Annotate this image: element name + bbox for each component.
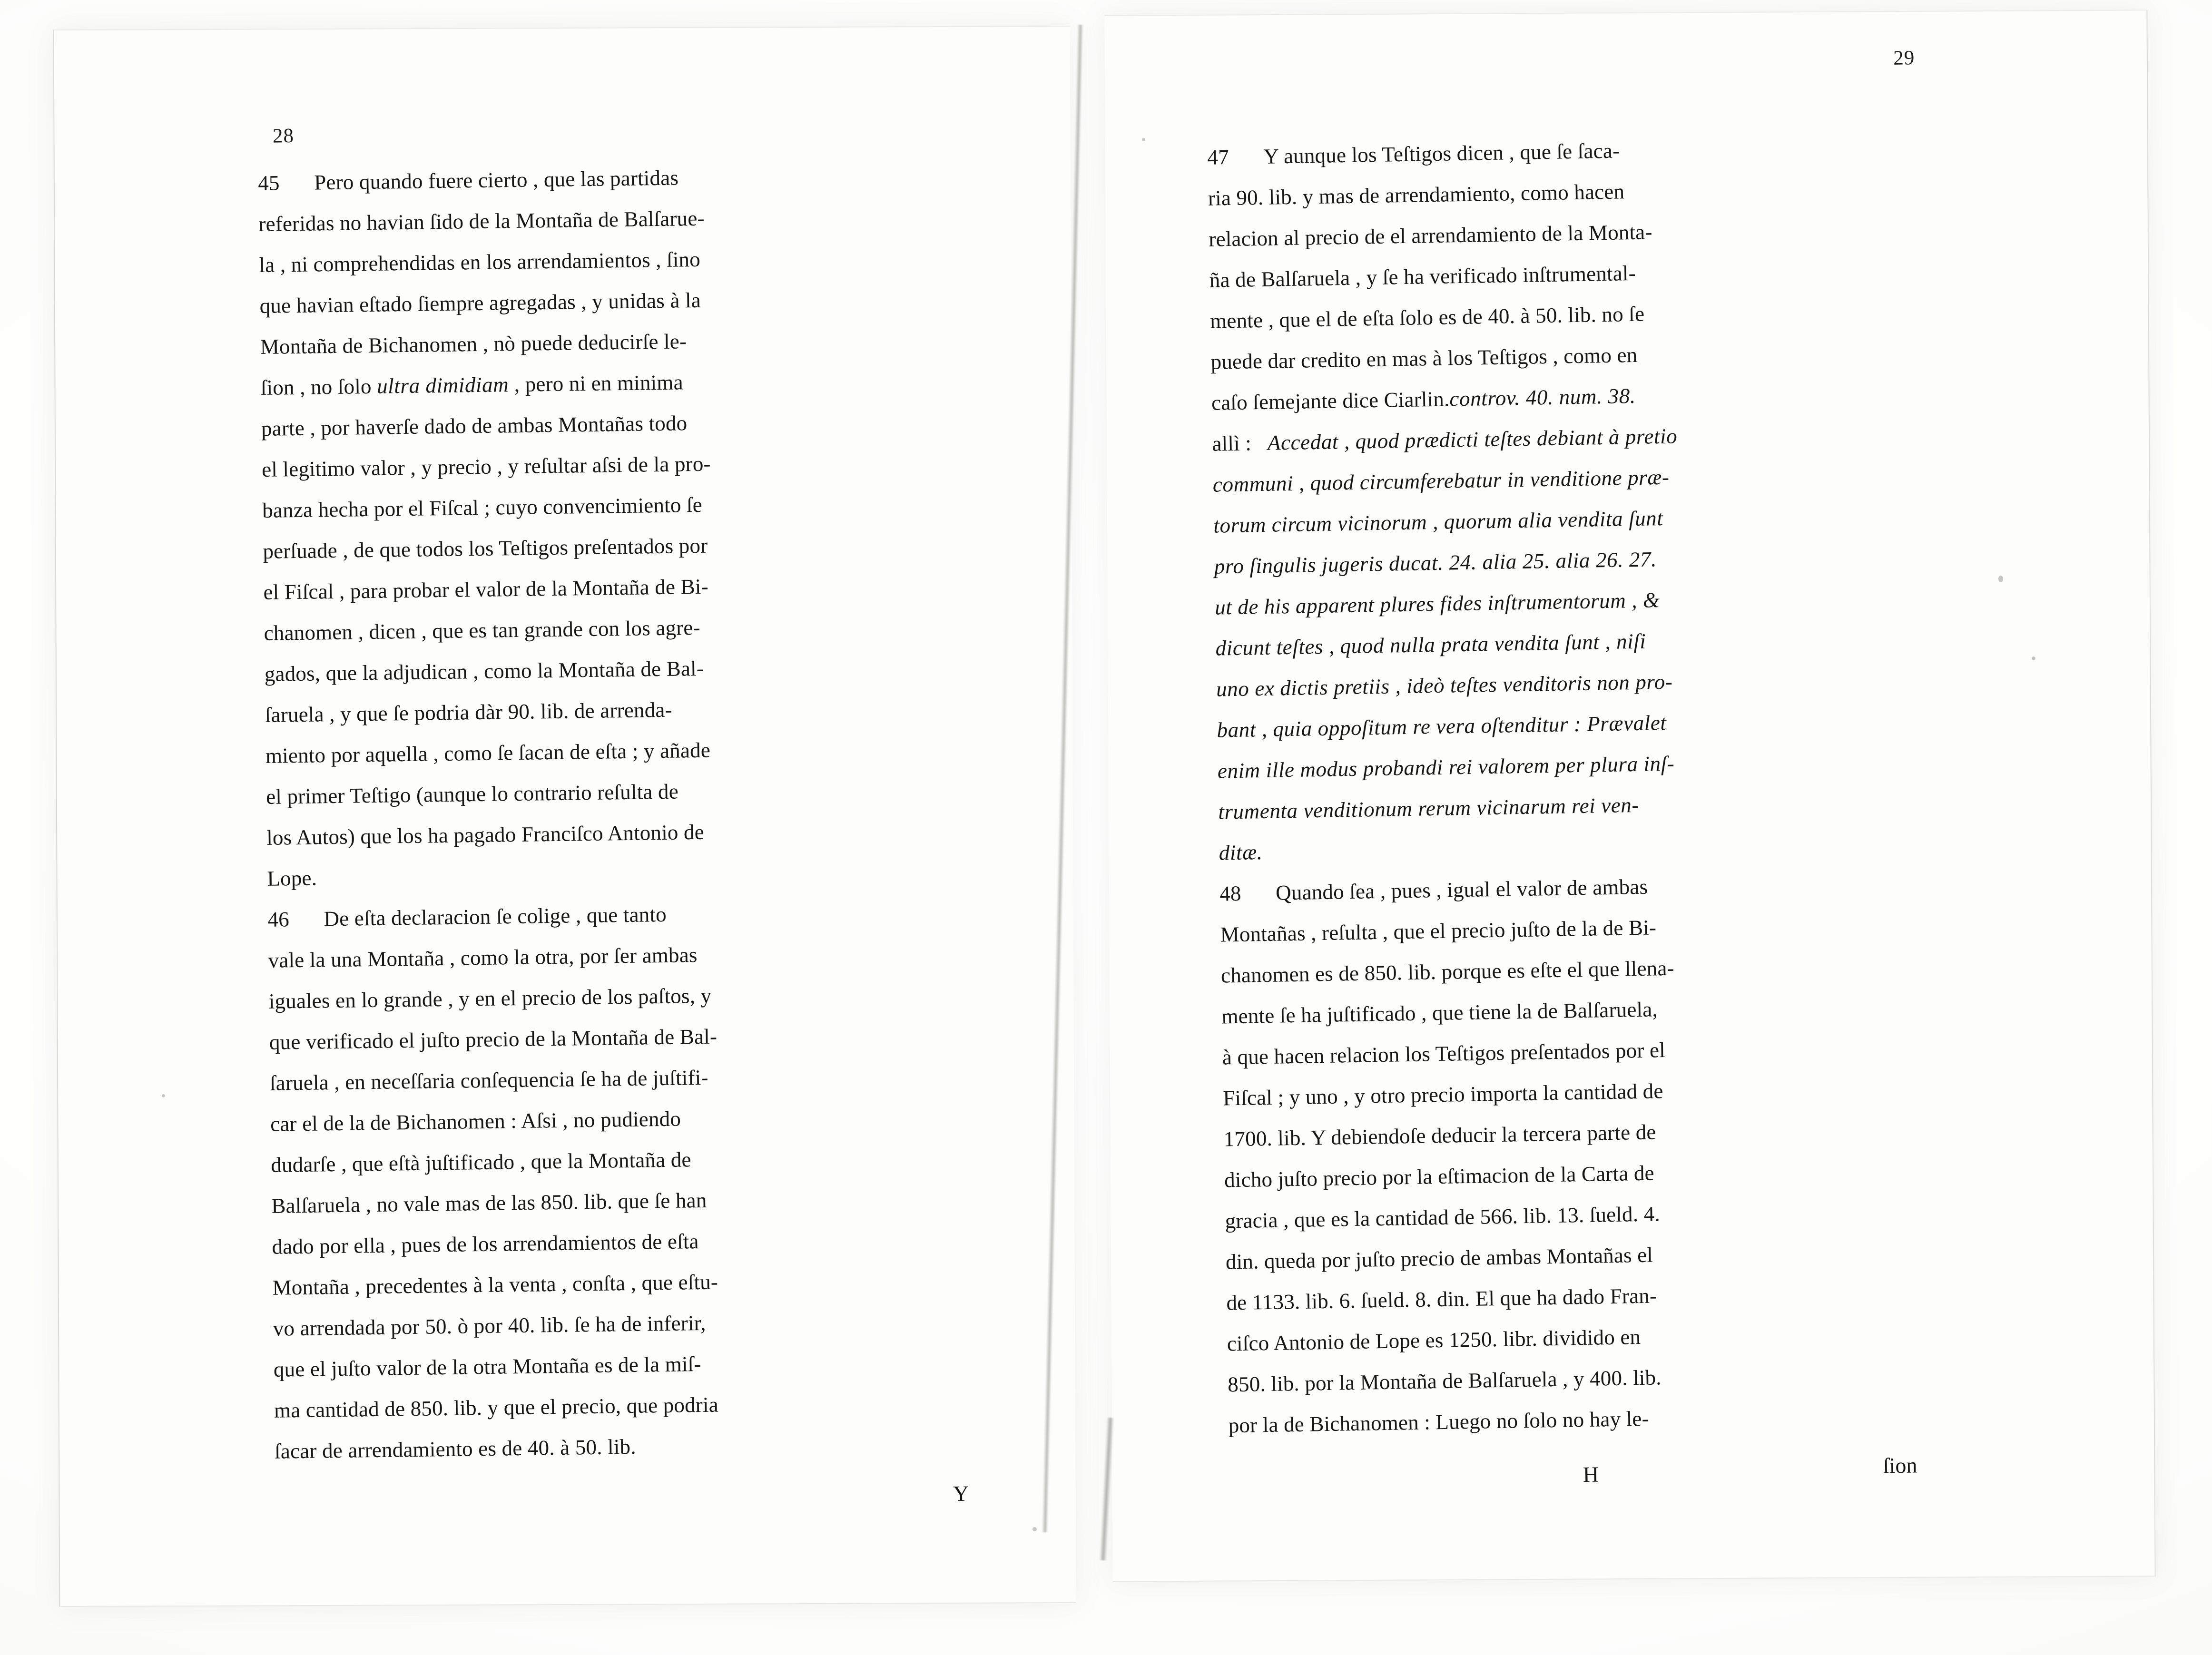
latin-quote-line: ut de his apparent plures fides inſtrumentorum , & [1214, 588, 1660, 619]
paragraph-line: ciſco Antonio de Lope es 1250. libr. dividido en [1227, 1325, 1641, 1356]
paragraph-line: referidas no havian ſido de la Montaña de Balſarue- [258, 206, 705, 236]
line-text: De eſta declaracion ſe colige , que tanto [324, 902, 667, 931]
paragraph-line: que havian eſtado ſiempre agregadas , y unidas à la [259, 288, 701, 318]
latin-quote-line: dicunt teſtes , quod nulla prata vendita ſunt , niſi [1215, 629, 1646, 660]
paragraph-line: banza hecha por el Fiſcal ; cuyo convencimiento ſe [262, 492, 703, 522]
paper-speck [2032, 656, 2035, 660]
signature-mark: H [1583, 1462, 1599, 1487]
right-page-body [1207, 125, 1953, 1509]
paragraph-line-italic-phrase: ſion , no ſolo ultra dimidiam , pero ni en minima [260, 370, 683, 400]
paragraph-line: mente , que el de eſta ſolo es de 40. à 50. lib. no ſe [1209, 302, 1645, 333]
paragraph-line: Lope. [267, 866, 317, 891]
paragraph-line: chanomen , dicen , que es tan grande con los agre- [264, 615, 701, 645]
legal-citation: controv. 40. num. 38. [1449, 383, 1636, 411]
paragraph-number-48: 48 [1219, 881, 1242, 906]
paragraph-line: perſuade , de que todos los Teſtigos preſentados por [263, 533, 708, 563]
paragraph-line: parte , por haverſe dado de ambas Montañas todo [261, 411, 688, 441]
right-page-tail [1229, 1440, 1953, 1508]
paragraph-line: Montañas , reſulta , que el precio juſto de la de Bi- [1220, 915, 1657, 947]
paragraph-line: el Fiſcal , para probar el valor de la Montaña de Bi- [263, 574, 709, 604]
latin-phrase-ultra-dimidiam: ultra dimidiam [376, 372, 509, 398]
catchword-left: Y [953, 1481, 969, 1506]
paragraph-line: mente ſe ha juſtificado , que tiene la de Balſaruela, [1221, 997, 1658, 1028]
paragraph-line: el legitimo valor , y precio , y reſultar aſsi de la pro- [261, 451, 711, 481]
latin-quote-line: bant , quia oppoſitum re vera oſtenditur : Prævalet [1217, 710, 1667, 742]
paragraph-line: Montaña de Bichanomen , nò puede deducirſe le- [260, 329, 687, 359]
latin-quote-line: Accedat , quod prædicti teſtes debiant à pretio [1267, 424, 1678, 455]
paragraph-line: car el de la de Bichanomen : Aſsi , no pudiendo [270, 1107, 681, 1136]
paragraph-line: que el juſto valor de la otra Montaña es de la miſ- [273, 1352, 701, 1381]
latin-quote-line: ditæ. [1219, 840, 1263, 865]
paper-speck [1032, 1527, 1037, 1531]
paragraph-number-47: 47 [1207, 145, 1229, 169]
paragraph-line: la , ni comprehendidas en los arrendamientos , ſino [259, 247, 701, 277]
paragraph-line: gados, que la adjudican , como la Montaña de Bal- [264, 656, 704, 686]
paragraph-line: dudarſe , que eſtà juſtificado , que la Montaña de [270, 1147, 691, 1177]
paragraph-line: ria 90. lib. y mas de arrendamiento, como hacen [1208, 179, 1625, 210]
paragraph-line: ma cantidad de 850. lib. y que el precio, que podria [274, 1392, 719, 1422]
line-text: Y aunque los Teſtigos dicen , que ſe ſaca- [1263, 138, 1620, 168]
latin-quote-line: torum circum vicinorum , quorum alia vendita ſunt [1213, 506, 1663, 538]
latin-quote-line: trumenta venditionum rerum vicinarum rei ven- [1218, 793, 1640, 824]
left-page-tail [275, 1468, 994, 1535]
line-text: Pero quando fuere cierto , que las partidas [314, 166, 679, 195]
latin-quote-line: pro ſingulis jugeris ducat. 24. alia 25. alia 26. 27. [1214, 547, 1657, 578]
paragraph-line: din. queda por juſto precio de ambas Montañas el [1225, 1243, 1653, 1274]
paragraph-line: ſacar de arrendamiento es de 40. à 50. lib. [274, 1434, 636, 1463]
right-page [1207, 47, 1953, 1509]
folio-number-left: 28 [272, 125, 295, 147]
catchword-right: ſion [1883, 1453, 1917, 1478]
paragraph-line: el primer Teſtigo (aunque lo contrario reſulta de [265, 779, 679, 809]
paragraph-line: puede dar credito en mas à los Teſtigos , como en [1210, 343, 1638, 374]
paper-speck [1142, 138, 1145, 141]
paper-speck [162, 1094, 165, 1097]
paragraph-line: por la de Bichanomen : Luego no ſolo no hay le- [1228, 1406, 1650, 1438]
paragraph-line: 1700. lib. Y debiendoſe deducir la tercera parte de [1223, 1120, 1657, 1151]
paragraph-line: que verificado el juſto precio de la Montaña de Bal- [269, 1024, 718, 1054]
paragraph-number-45: 45 [257, 171, 280, 195]
paragraph-line: relacion al precio de el arrendamiento de la Monta- [1208, 220, 1652, 251]
paragraph-line: Fiſcal ; y uno , y otro precio importa la cantidad de [1222, 1079, 1663, 1110]
latin-quote-line: communi , quod circumferebatur in venditione præ- [1212, 465, 1670, 497]
paper-speck [1998, 576, 2003, 582]
left-page-body [258, 153, 994, 1535]
line-text: Quando ſea , pues , igual el valor de ambas [1275, 874, 1648, 905]
paragraph-line: ſaruela , y que ſe podria dàr 90. lib. de arrenda- [265, 697, 673, 727]
paragraph-line: vale la una Montaña , como la otra, por ſer ambas [268, 943, 698, 972]
paragraph-line: à que hacen relacion los Teſtigos preſentados por el [1222, 1038, 1666, 1069]
paragraph-line: ſaruela , en neceſſaria conſequencia ſe ha de juſtifi- [269, 1065, 708, 1095]
left-page [257, 117, 994, 1535]
latin-quote-line: enim ille modus probandi rei valorem per plura inſ- [1217, 751, 1675, 783]
paragraph-line: dicho juſto precio por la eſtimacion de la Carta de [1224, 1161, 1655, 1192]
folio-number-right: 29 [1893, 47, 1915, 69]
paragraph-line: gracia , que es la cantidad de 566. lib. 13. ſueld. 4. [1225, 1202, 1661, 1233]
paragraph-line: dado por ella , pues de los arrendamientos de eſta [272, 1229, 699, 1259]
latin-quote-line: uno ex dictis pretiis , ideò teſtes venditoris non pro- [1216, 669, 1673, 701]
latin-intro: allì : [1212, 431, 1252, 456]
paragraph-line: chanomen es de 850. lib. porque es eſte el que llena- [1220, 956, 1675, 988]
paragraph-line: de 1133. lib. 6. ſueld. 8. din. El que ha dado Fran- [1226, 1283, 1657, 1315]
paragraph-line: iguales en lo grande , y en el precio de los paſtos, y [268, 983, 712, 1013]
paragraph-line: 850. lib. por la Montaña de Balſaruela , y 400. lib. [1227, 1365, 1662, 1397]
line-text: caſo ſemejante dice Ciarlin. [1211, 387, 1450, 415]
paragraph-line: Montaña , precedentes à la venta , conſta , que eſtu- [272, 1270, 718, 1300]
paragraph-line: los Autos) que los ha pagado Franciſco Antonio de [266, 820, 705, 850]
paragraph-line: miento por aquella , como ſe ſacan de eſta ; y añade [265, 738, 711, 768]
paragraph-line: vo arrendada por 50. ò por 40. lib. ſe ha de inferir, [273, 1311, 706, 1341]
paragraph-line: Balſaruela , no vale mas de las 850. lib. que ſe han [271, 1188, 707, 1218]
paragraph-line: ña de Balſaruela , y ſe ha verificado inſtrumental- [1209, 261, 1636, 292]
paragraph-number-46: 46 [267, 907, 290, 931]
